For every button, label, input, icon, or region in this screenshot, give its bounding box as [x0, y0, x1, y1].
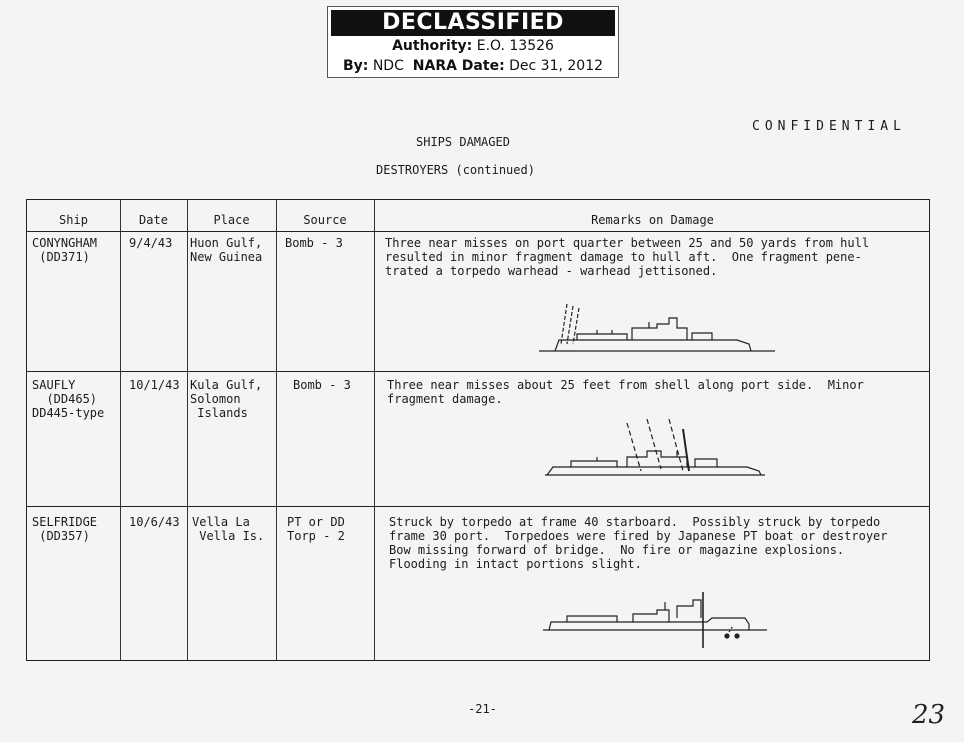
row2-source: Bomb - 3	[293, 378, 351, 392]
row1-place: Huon Gulf, New Guinea	[190, 236, 263, 264]
column-divider	[120, 200, 121, 660]
column-header-source: Source	[303, 213, 347, 227]
column-header-ship: Ship	[59, 213, 88, 227]
column-divider	[374, 200, 375, 660]
row1-ship: CONYNGHAM (DD371)	[32, 236, 98, 264]
stamp-authority-value: E.O. 13526	[476, 38, 554, 54]
row2-place: Kula Gulf, Solomon Islands	[190, 378, 263, 420]
stamp-title: DECLASSIFIED	[331, 10, 615, 36]
conyngham-damage-diagram	[537, 300, 777, 360]
row-divider	[27, 506, 929, 507]
handwritten-page-number: 23	[912, 700, 946, 730]
row3-remarks: Struck by torpedo at frame 40 starboard. Possibly struck by torpedo frame 30 port. Torpedoes were fired by Japanese PT boat or destroyer Bow missing forward of bridge. No fire or magazine explosions. Flooding in intact portions slight.	[389, 515, 888, 571]
row1-remarks: Three near misses on port quarter between 25 and 50 yards from hull resulted in minor fragment damage to hull aft. One fragment pene- trated a torpedo warhead - warhead jettisoned.	[385, 236, 870, 278]
column-divider	[187, 200, 188, 660]
stamp-by-label: By:	[342, 58, 369, 74]
column-header-remarks: Remarks on Damage	[591, 213, 714, 227]
selfridge-damage-diagram	[537, 590, 777, 660]
header-divider	[27, 231, 929, 232]
column-header-place: Place	[213, 213, 250, 227]
stamp-authority-line	[328, 36, 618, 56]
row-divider	[27, 371, 929, 372]
page-heading: SHIPS DAMAGED	[416, 135, 510, 149]
row3-ship: SELFRIDGE (DD357)	[32, 515, 98, 543]
declassified-stamp	[327, 6, 619, 78]
column-divider	[276, 200, 277, 660]
damage-table	[26, 199, 930, 661]
row2-date: 10/1/43	[129, 378, 180, 392]
row1-source: Bomb - 3	[285, 236, 343, 250]
page-subheading: DESTROYERS (continued)	[376, 163, 535, 177]
page-number: -21-	[468, 702, 497, 716]
stamp-by-line	[328, 56, 618, 76]
row1-date: 9/4/43	[129, 236, 173, 250]
row3-date: 10/6/43	[129, 515, 180, 529]
column-header-date: Date	[139, 213, 168, 227]
stamp-nara-value: Dec 31, 2012	[509, 58, 604, 74]
row2-ship: SAUFLY (DD465) DD445-type	[32, 378, 105, 420]
saufly-damage-diagram	[537, 415, 777, 485]
stamp-by-value: NDC	[372, 58, 404, 74]
row3-place: Vella La Vella Is.	[192, 515, 265, 543]
row3-source: PT or DD Torp - 2	[287, 515, 345, 543]
classification-marking: CONFIDENTIAL	[752, 119, 906, 134]
row2-remarks: Three near misses about 25 feet from shell along port side. Minor fragment damage.	[387, 378, 864, 406]
stamp-authority-label: Authority:	[392, 38, 473, 54]
stamp-nara-label: NARA Date:	[412, 58, 505, 74]
